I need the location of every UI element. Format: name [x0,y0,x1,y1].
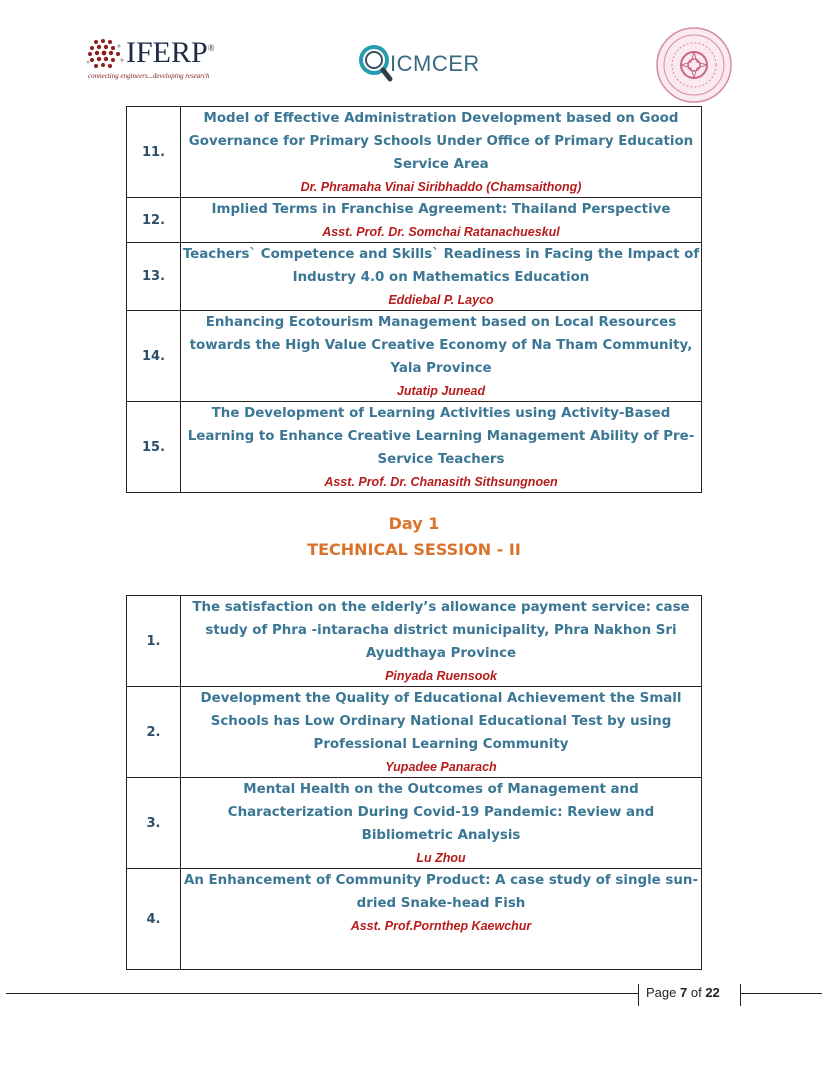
iferp-tagline: connecting engineers...developing research [88,72,210,80]
iferp-logo [86,38,226,84]
row-number: 11. [127,107,181,198]
paper-author: Asst. Prof. Dr. Somchai Ratanachueskul [322,225,560,239]
paper-author: Asst. Prof.Pornthep Kaewchur [350,919,532,933]
paper-author: Jutatip Junead [396,384,486,398]
paper-cell [181,778,702,869]
session-title-heading: TECHNICAL SESSION - II [307,540,521,559]
page-number: Page 7 of 22 [646,985,720,1000]
row-number: 1. [127,596,181,687]
row-number: 13. [127,243,181,311]
paper-title: Mental Health on the Outcomes of Management and Characterization During Covid-19 Pandemic: Review and Bibliometric Analysis [227,782,655,843]
table-row [127,402,702,493]
paper-cell [181,596,702,687]
row-number: 4. [127,869,181,970]
session-table-2 [126,595,702,970]
paper-author: Dr. Phramaha Vinai Siribhaddo (Chamsaithong) [300,180,582,194]
icmcer-logo [358,42,488,84]
paper-title: Teachers` Competence and Skills` Readiness in Facing the Impact of Industry 4.0 on Mathematics Education [182,247,700,285]
table-row [127,778,702,869]
university-seal-icon [655,26,733,104]
paper-title: Development the Quality of Educational Achievement the Small Schools has Low Ordinary National Educational Test by using Professional Learning Community [200,691,682,752]
table-row [127,596,702,687]
row-number: 2. [127,687,181,778]
paper-cell [181,243,702,311]
footer-rule-left [6,993,638,994]
iferp-wordmark: IFERP® [126,36,215,69]
paper-title: Model of Effective Administration Development based on Good Governance for Primary Schools Under Office of Primary Education Service Area [188,111,694,172]
row-number: 12. [127,198,181,243]
paper-cell [181,402,702,493]
row-number: 15. [127,402,181,493]
paper-author: Asst. Prof. Dr. Chanasith Sithsungnoen [324,475,558,489]
paper-cell [181,311,702,402]
table-row [127,198,702,243]
paper-author: Yupadee Panarach [385,760,497,774]
paper-author: Eddiebal P. Layco [388,293,494,307]
paper-title: The Development of Learning Activities using Activity-Based Learning to Enhance Creative Learning Management Ability of Pre-Service Teachers [187,406,695,467]
session-day-heading: Day 1 [388,514,440,533]
paper-cell [181,869,702,970]
footer-divider-right [740,984,741,1006]
table-row [127,243,702,311]
icmcer-wordmark: ICMCER [390,51,480,76]
row-number: 3. [127,778,181,869]
paper-title: An Enhancement of Community Product: A case study of single sun-dried Snake-head Fish [183,873,699,911]
paper-title: Implied Terms in Franchise Agreement: Thailand Perspective [211,202,671,217]
table-row [127,107,702,198]
paper-title: Enhancing Ecotourism Management based on Local Resources towards the High Value Creative Economy of Na Tham Community, Yala Province [189,315,693,376]
paper-title: The satisfaction on the elderly’s allowance payment service: case study of Phra -intaracha district municipality, Phra Nakhon Sri Ayudthaya Province [192,600,690,661]
paper-author: Lu Zhou [416,851,466,865]
iferp-dots-icon [86,38,126,72]
table-row [127,311,702,402]
table-row [127,869,702,970]
session-table-1 [126,106,702,493]
footer-divider-left [638,984,639,1006]
paper-cell [181,687,702,778]
table-row [127,687,702,778]
paper-author: Pinyada Ruensook [385,669,497,683]
footer-rule-right [740,993,822,994]
paper-cell [181,198,702,243]
paper-cell [181,107,702,198]
row-number: 14. [127,311,181,402]
